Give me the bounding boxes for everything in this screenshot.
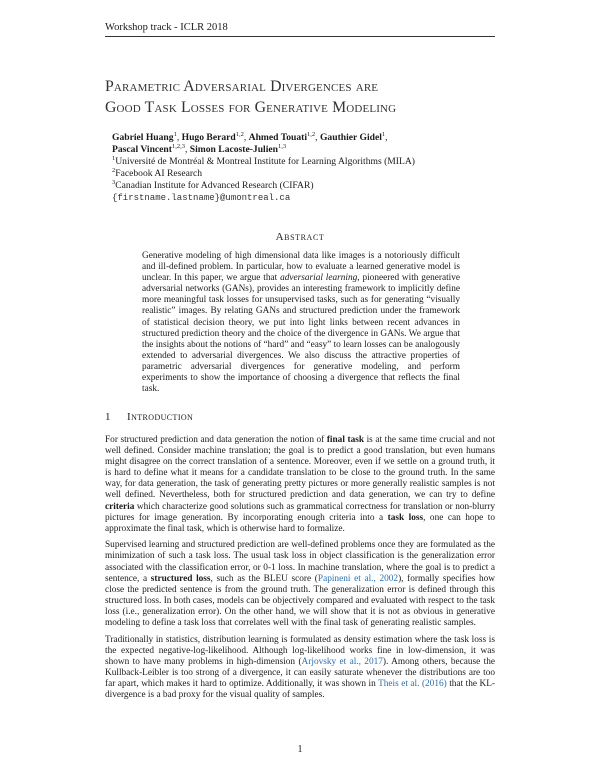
- citation-link[interactable]: Papineni et al., 2002: [317, 573, 399, 584]
- citation-link[interactable]: Arjovsky et al., 2017: [301, 656, 383, 667]
- paper-title: [105, 76, 505, 118]
- title-line-2: Good Task Losses for Generative Modeling: [105, 99, 397, 116]
- author-block: [112, 132, 512, 204]
- author-list: Gabriel Huang$^1$, Hugo Berard$^{1,2}$, Ahmed Touati$^{1,2}$, Gauthier Gidel$^1$, Pascal Vincent$^{1,2,3}$, Simon Lacoste-Julien$^{1,3}$: [112, 130, 388, 155]
- abstract-text: Generative modeling of high dimensional data like images is a notoriously difficult and ill-defined problem. In particular, how to evaluate a learned generative model is unclear. In this paper, we argue that adversarial learning, pioneered with generative adversarial networks (GANs), provides an interesting framework to implicitly define more meaningful task losses for unsupervised tasks, such as for generating “visually realistic” images. By relating GANs and structured prediction under the framework of statistical decision theory, we put into light links between recent advances in structured prediction theory and the choice of the divergence in GANs. We argue that the insights about the notions of “hard” and “easy” to learn losses can be analogously extended to adversarial divergences. We also discuss the attractive properties of parametric adversarial divergences for generative modeling, and perform experiments to show the importance of choosing a divergence that reflects the final task.: [142, 251, 461, 395]
- section-title: Introduction: [127, 411, 194, 423]
- running-header: Workshop track - ICLR 2018: [105, 22, 495, 37]
- author-name: Ahmed Touati: [248, 132, 308, 143]
- abstract-heading: Abstract: [275, 231, 325, 243]
- section-heading: [105, 411, 193, 423]
- author-name: Simon Lacoste-Julien: [189, 144, 278, 155]
- citation-link[interactable]: Theis et al. (2016): [378, 678, 447, 689]
- paragraph: Traditionally in statistics, distribution learning is formulated as density estimation where the task loss is the expected negative-log-likelihood. Although log-likelihood works fine in low-dimension, it was shown to have many problems in high-dimension (Arjovsky et al., 2017). Among others, because the Kullback-Leibler is too strong of a divergence, it can easily saturate whenever the distributions are too far apart, which makes it hard to optimize. Additionally, it was shown in Theis et al. (2016) that the KL-divergence is a bad proxy for the visual quality of samples.: [105, 634, 496, 701]
- section-body: [105, 435, 495, 707]
- affiliation-1: $^1$Université de Montréal & Montreal Institute for Learning Algorithms (MILA): [112, 154, 415, 167]
- author-name: Gabriel Huang: [112, 132, 174, 143]
- affiliation-2: $^2$Facebook AI Research: [112, 166, 203, 179]
- page-number: 1: [297, 744, 303, 755]
- paragraph: Supervised learning and structured prediction are well-defined problems once they are formulated as the minimization of such a task loss. The usual task loss in object classification is the generalization error associated with the classification error, or 0-1 loss. In machine translation, where the goal is to predict a sentence, a structured loss, such as the BLEU score (Papineni et al., 2002), formally specifies how close the predicted sentence is from the ground truth. The generalization error is defined through this structured loss. In both cases, models can be objectively compared and evaluated with respect to the task loss (i.e., generalization error). On the other hand, we will show that it is not as obvious in generative modeling to define a task loss that correlates well with the final task of generating realistic samples.: [105, 540, 495, 628]
- title-line-1: Parametric Adversarial Divergences are: [105, 78, 379, 95]
- section-number: 1: [105, 411, 111, 423]
- affiliation-3: $^3$Canadian Institute for Advanced Research (CIFAR): [112, 178, 314, 191]
- paragraph: For structured prediction and data generation the notion of final task is at the same time crucial and not well defined. Consider machine translation; the goal is to predict a good translation, but even humans might disagree on the correct translation of a sentence. Moreover, even if we settle on a ground truth, it is hard to define what it means for a candidate translation to be close to the ground truth. In the same way, for data generation, the task of generating pretty pictures or more generally realistic samples is not well defined. Nevertheless, both for structured prediction and data generation, we can try to define criteria which characterize good solutions such as grammatical correctness for translation or non-blurry pictures for image generation. By incorporating enough criteria into a task loss, one can hope to approximate the final task, which is otherwise hard to formalize.: [105, 435, 496, 534]
- author-name: Hugo Berard: [181, 132, 236, 143]
- author-name: Pascal Vincent: [112, 144, 172, 155]
- contact-email: {firstname.lastname}@umontreal.ca: [112, 193, 291, 203]
- author-name: Gauthier Gidel: [319, 132, 382, 143]
